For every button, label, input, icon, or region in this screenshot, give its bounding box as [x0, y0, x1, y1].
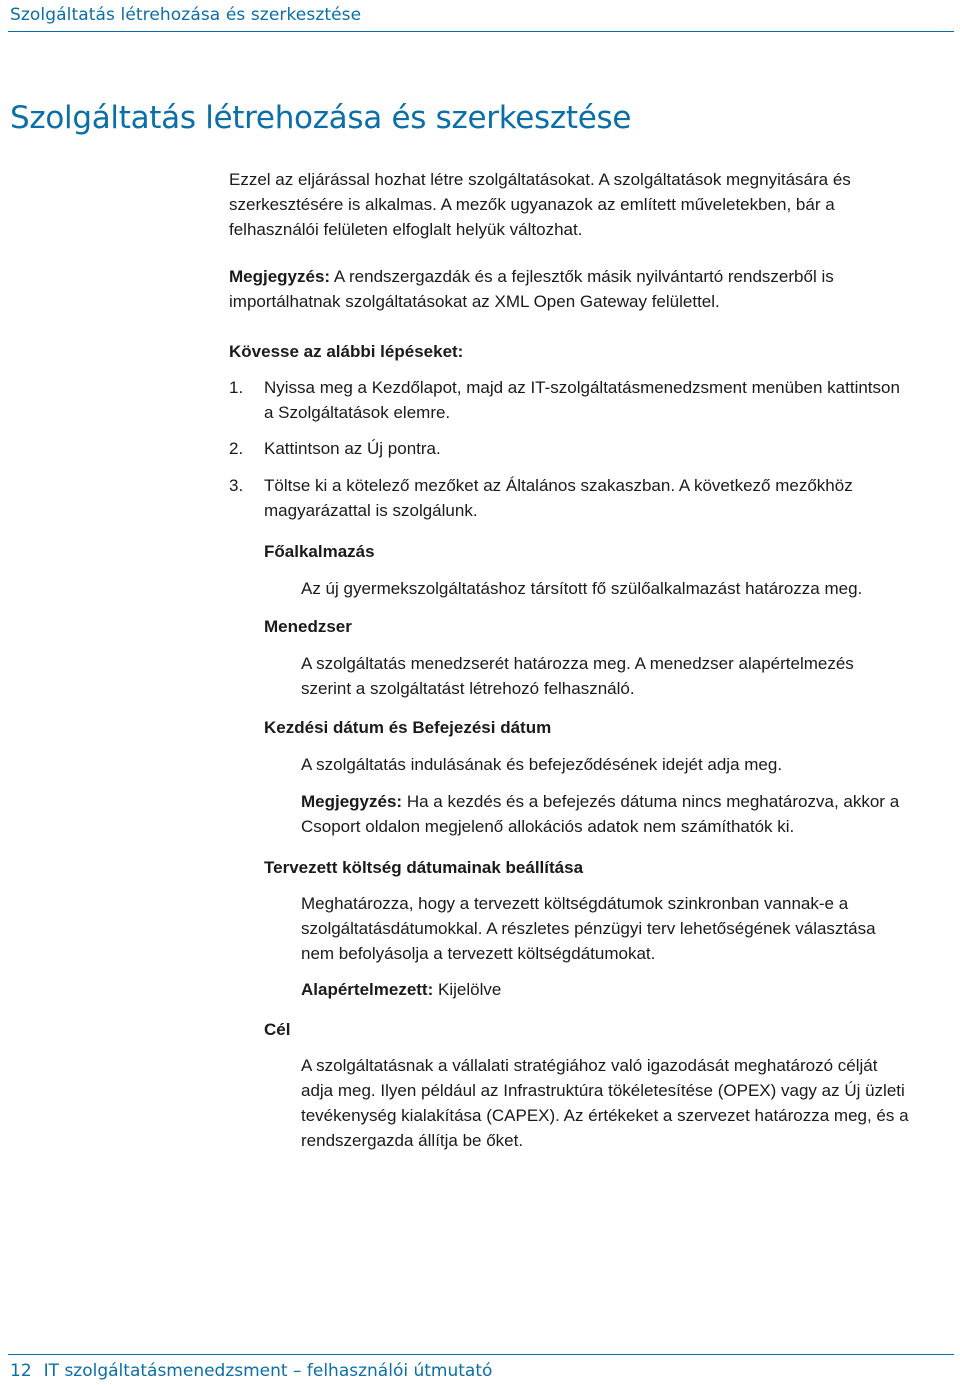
desc-line: Meghatározza, hogy a tervezett költségdátumok szinkronban vannak-e a: [301, 894, 849, 913]
field-desc-menedzser: [301, 651, 854, 701]
intro-line: Ezzel az eljárással hozhat létre szolgáltatásokat. A szolgáltatások megnyitására és: [229, 170, 851, 189]
desc-line: szolgáltatásdátumokkal. A részletes pénzügyi terv lehetőségének választása: [301, 919, 876, 938]
step-number: 2.: [229, 439, 244, 458]
desc-line: A szolgáltatásnak a vállalati stratégiához való igazodását meghatározó célját: [301, 1056, 878, 1075]
field-label-foalkalmazas: Főalkalmazás: [264, 542, 375, 561]
running-header: Szolgáltatás létrehozása és szerkesztése: [10, 5, 362, 25]
note-text: Csoport oldalon megjelenő allokációs adatok nem számíthatók ki.: [301, 817, 795, 836]
note-text: A rendszergazdák és a fejlesztők másik nyilvántartó rendszerből is: [330, 267, 834, 286]
step-line: Nyissa meg a Kezdőlapot, majd az IT-szolgáltatásmenedzsment menüben kattintson: [264, 378, 900, 397]
field-desc-cel: [301, 1053, 909, 1153]
page-number: 12: [10, 1361, 32, 1381]
step-number: 3.: [229, 476, 244, 495]
desc-line: nem befolyásolja a tervezett költségdátumokat.: [301, 944, 656, 963]
field-label-datum: Kezdési dátum és Befejezési dátum: [264, 718, 552, 737]
step-line: a Szolgáltatások elemre.: [264, 403, 451, 422]
field-default-koltseg: [301, 977, 501, 1002]
intro-line: szerkesztésére is alkalmas. A mezők ugyanazok az említett műveletekben, bár a: [229, 195, 835, 214]
page-title: Szolgáltatás létrehozása és szerkesztése: [10, 100, 632, 136]
desc-line: tevékenység kialakítása (CAPEX). Az értékeket a szervezet határozza meg, és a: [301, 1106, 909, 1125]
field-label-koltseg: Tervezett költség dátumainak beállítása: [264, 858, 584, 877]
step-line: Töltse ki a kötelező mezőket az Általános szakaszban. A következő mezőkhöz: [264, 476, 853, 495]
field-desc-foalkalmazas: Az új gyermekszolgáltatáshoz társított fő szülőalkalmazást határozza meg.: [301, 579, 863, 598]
desc-line: A szolgáltatás menedzserét határozza meg. A menedzser alapértelmezés: [301, 654, 854, 673]
field-desc-datum: A szolgáltatás indulásának és befejeződésének idejét adja meg.: [301, 755, 783, 774]
footer-title: IT szolgáltatásmenedzsment – felhasználói útmutató: [43, 1361, 493, 1381]
desc-line: adja meg. Ilyen például az Infrastruktúra tökéletesítése (OPEX) vagy az Új üzleti: [301, 1081, 905, 1100]
step-text: [264, 375, 900, 425]
field-label-menedzser: Menedzser: [264, 617, 352, 636]
intro-line: felhasználói felületen elfoglalt helyük változhat.: [229, 220, 583, 239]
default-value: Kijelölve: [433, 980, 502, 999]
field-note-datum: [301, 789, 899, 839]
note-label: Megjegyzés:: [301, 792, 403, 811]
desc-line: rendszergazda állítja be őket.: [301, 1131, 524, 1150]
steps-heading: Kövesse az alábbi lépéseket:: [229, 342, 464, 361]
note-text: importálhatnak szolgáltatásokat az XML Open Gateway felülettel.: [229, 292, 720, 311]
step-text: [264, 473, 853, 523]
note-paragraph: [229, 264, 834, 314]
intro-paragraph: [229, 167, 851, 242]
default-label: Alapértelmezett:: [301, 980, 434, 999]
note-text: Ha a kezdés és a befejezés dátuma nincs meghatározva, akkor a: [402, 792, 900, 811]
step-number: 1.: [229, 378, 244, 397]
page-footer: [10, 1361, 492, 1381]
field-label-cel: Cél: [264, 1020, 291, 1039]
note-label: Megjegyzés:: [229, 267, 331, 286]
header-rule: [8, 31, 954, 32]
step-text: Kattintson az Új pontra.: [264, 439, 441, 458]
field-desc-koltseg: [301, 891, 876, 966]
step-line: magyarázattal is szolgálunk.: [264, 501, 478, 520]
desc-line: szerint a szolgáltatást létrehozó felhasználó.: [301, 679, 635, 698]
footer-rule: [8, 1354, 954, 1355]
